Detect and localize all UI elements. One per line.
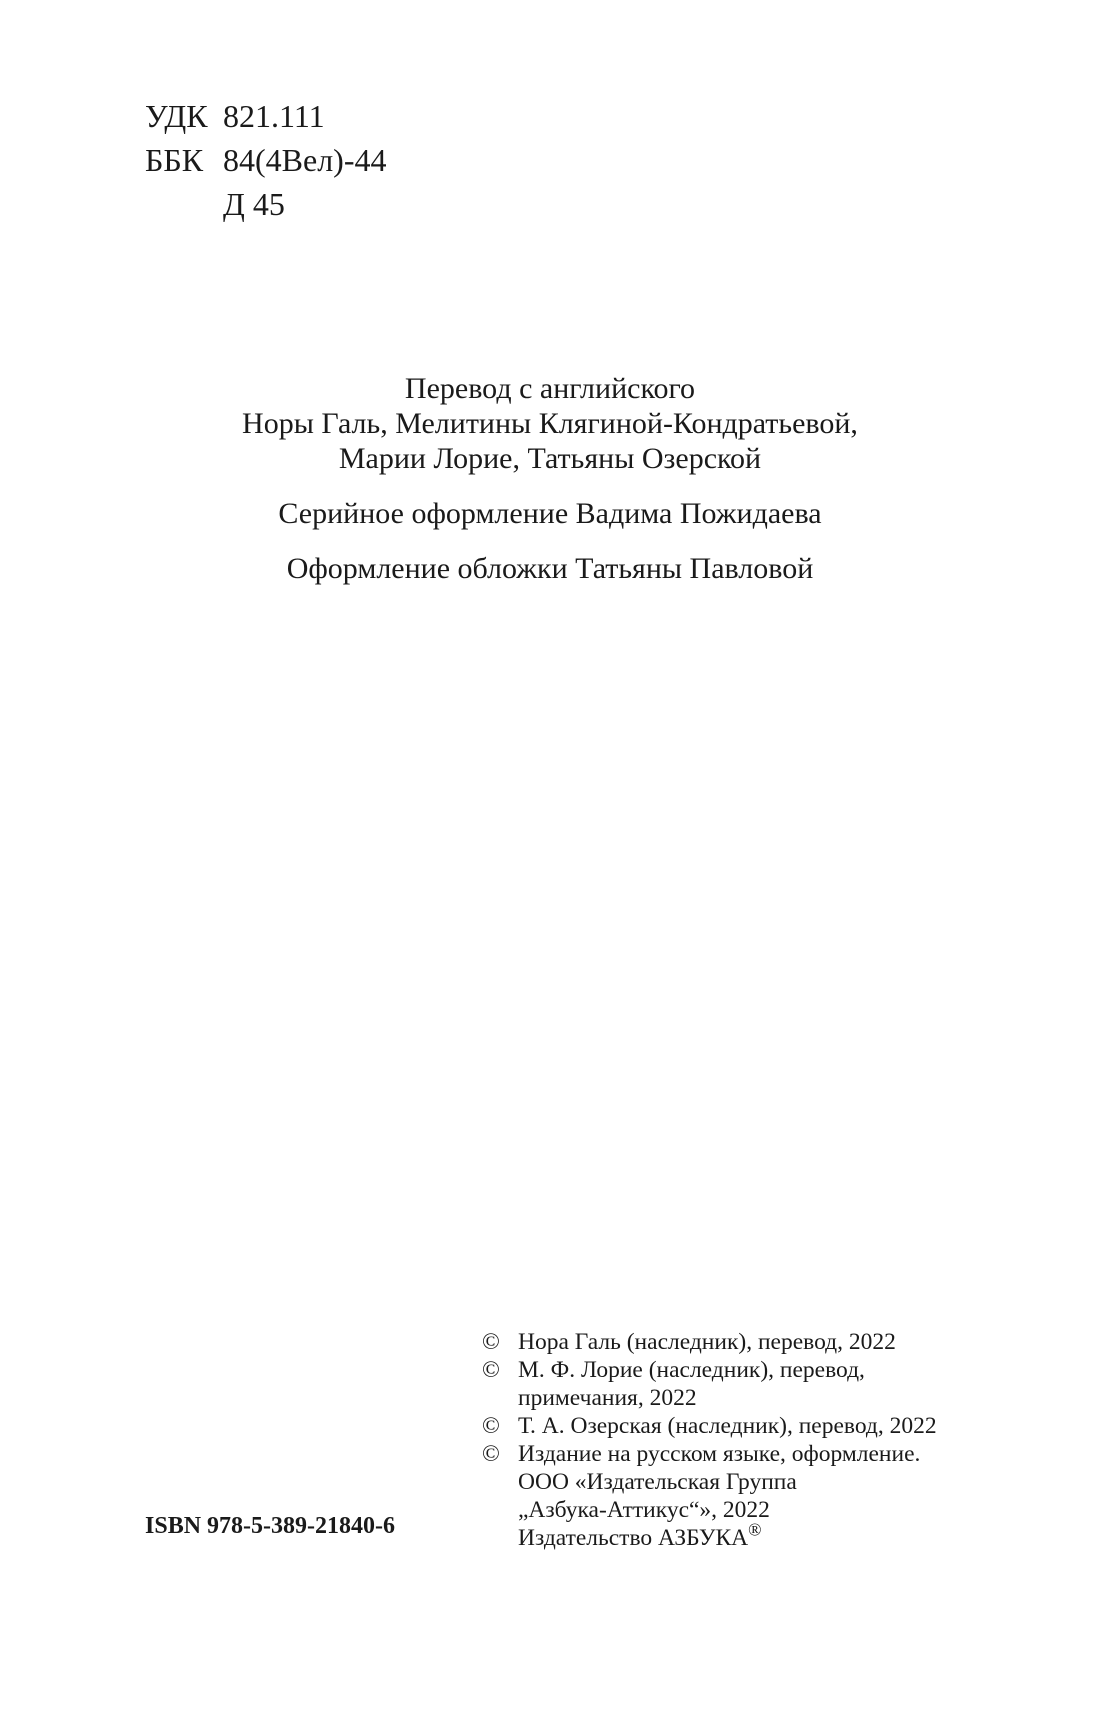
copyright-line: Издание на русском языке, оформление. [518,1441,921,1467]
publisher-name: Издательство АЗБУКА [518,1525,749,1551]
udk-value: 821.111 [223,98,325,134]
bbk-label: ББК [145,142,204,178]
udk-label: УДК [145,98,208,134]
copyright-line: М. Ф. Лорие (наследник), перевод, [518,1357,865,1383]
credits [0,371,1100,586]
translation-line: Норы Галь, Мелитины Клягиной-Кондратьевой, [242,407,858,440]
translation-credit [0,371,1100,476]
publisher-line [518,1519,920,1552]
copyright-notices [482,1328,937,1552]
copyright-item [482,1356,937,1412]
author-mark-row [145,182,386,226]
bbk-row [145,138,386,182]
copyright-line: Т. А. Озерская (наследник), перевод, 2022 [518,1413,937,1439]
copyright-sign: © [482,1441,500,1467]
copyright-line: Нора Галь (наследник), перевод, 2022 [518,1329,896,1355]
series-design-credit: Серийное оформление Вадима Пожидаева [278,497,822,530]
author-mark: Д 45 [223,186,285,222]
cover-design-credit: Оформление обложки Татьяны Павловой [286,552,814,585]
library-classification [145,94,386,226]
copyright-line: примечания, 2022 [518,1385,697,1411]
isbn: ISBN 978-5-389-21840-6 [145,1513,395,1539]
translation-line: Марии Лорие, Татьяны Озерской [338,442,762,475]
copyright-sign: © [482,1329,500,1355]
copyright-line: ООО «Издательская Группа [518,1469,797,1495]
copyright-item [482,1328,937,1356]
bbk-value: 84(4Вел)-44 [223,142,387,178]
copyright-item [482,1440,937,1552]
copyright-sign: © [482,1357,500,1383]
copyright-sign: © [482,1413,500,1439]
udk-row [145,94,386,138]
copyright-line: „Азбука-Аттикус“», 2022 [518,1497,770,1523]
registered-mark: ® [748,1519,762,1540]
translation-line: Перевод с английского [404,372,696,405]
copyright-item [482,1412,937,1440]
